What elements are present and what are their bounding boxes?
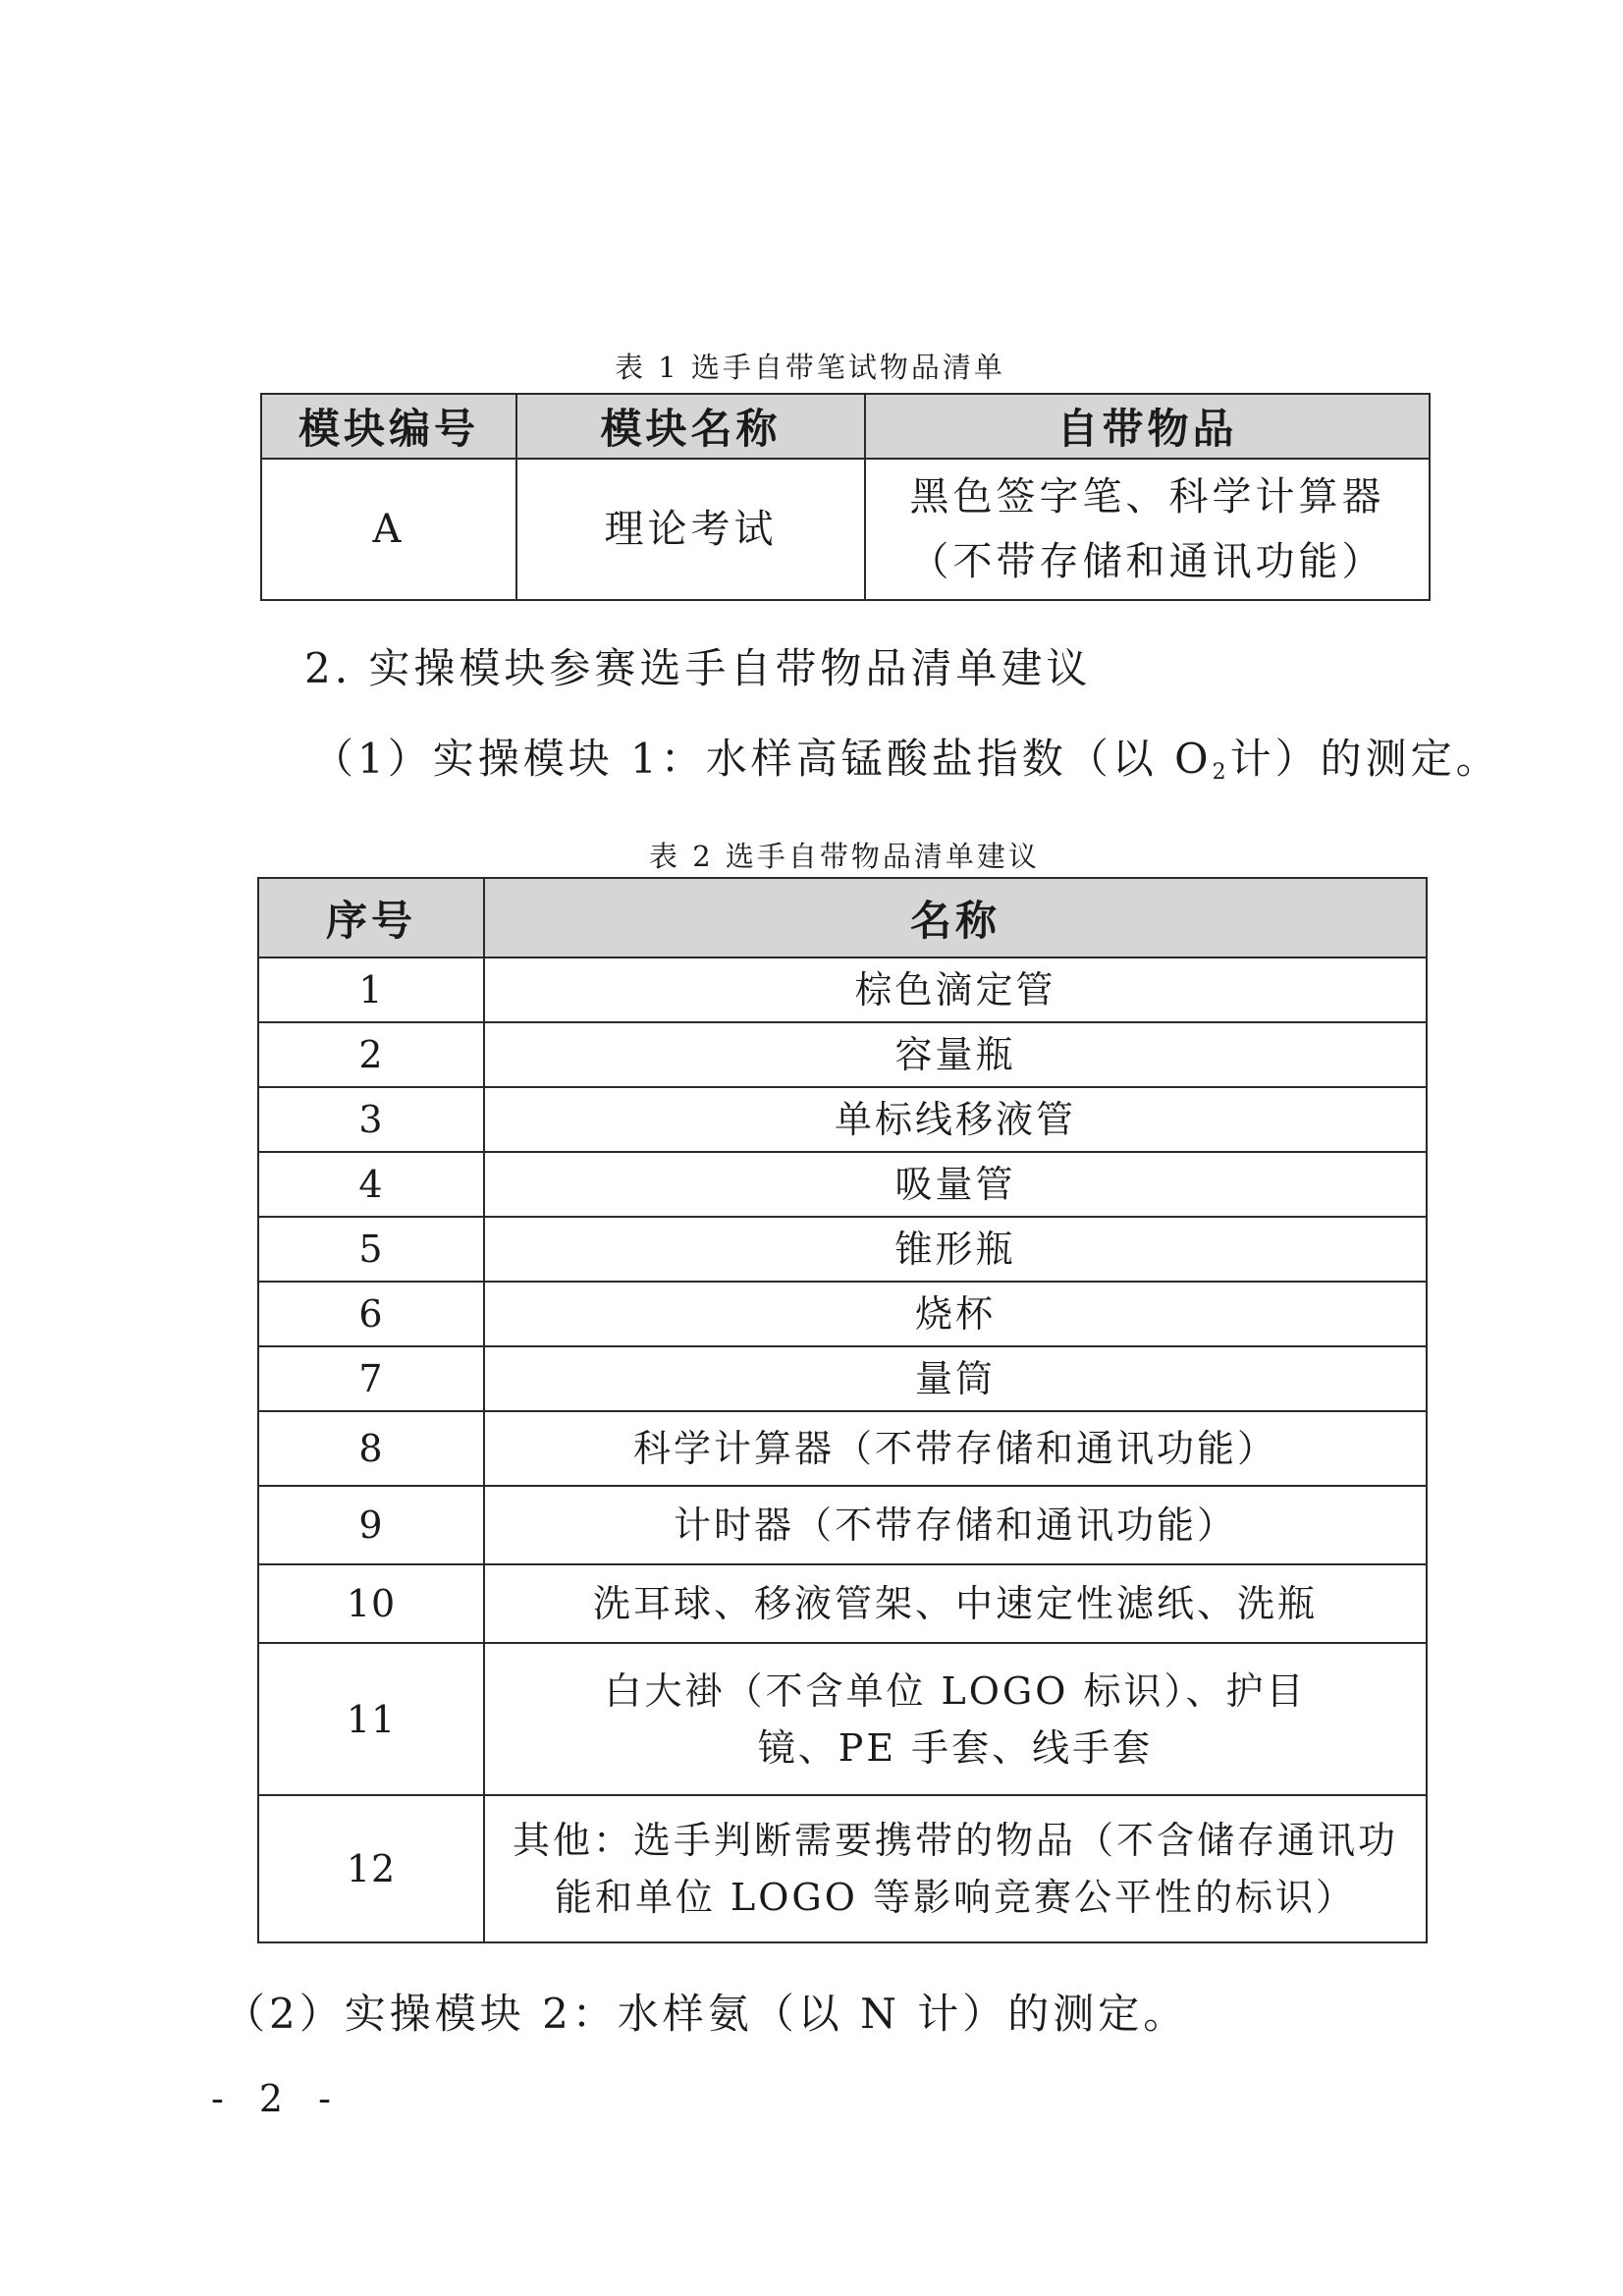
table1-cell-module-name: 理论考试 (516, 459, 865, 600)
table2-caption: 表 2 选手自带物品清单建议 (649, 840, 1040, 873)
table1-header-module-id: 模块编号 (261, 394, 516, 459)
table-row (258, 1643, 1427, 1795)
table2-cell-name: 容量瓶 (484, 1022, 1427, 1087)
table2-cell-name: 单标线移液管 (484, 1087, 1427, 1152)
table1-header-items: 自带物品 (865, 394, 1430, 459)
table2-cell-name: 洗耳球、移液管架、中速定性滤纸、洗瓶 (484, 1564, 1427, 1643)
table2-cell-index: 11 (258, 1643, 484, 1795)
table2-header-name: 名称 (484, 878, 1427, 957)
table2-cell-index: 6 (258, 1282, 484, 1346)
table-row (261, 459, 1430, 600)
table-row (258, 1087, 1427, 1152)
table2-cell-index: 7 (258, 1346, 484, 1411)
table2-cell-name: 烧杯 (484, 1282, 1427, 1346)
module1-text-prefix: （1）实操模块 1：水样高锰酸盐指数（以 O (312, 735, 1213, 783)
table2-cell-name: 白大褂（不含单位 LOGO 标识）、护目镜、PE 手套、线手套 (484, 1643, 1427, 1795)
table2-cell-name: 量筒 (484, 1346, 1427, 1411)
table2-cell-index: 12 (258, 1795, 484, 1942)
table2-cell-index: 4 (258, 1152, 484, 1217)
table2-cell-name: 棕色滴定管 (484, 957, 1427, 1022)
table-row (258, 1217, 1427, 1282)
module1-paragraph (312, 727, 1501, 786)
table2-cell-index: 10 (258, 1564, 484, 1643)
table1-cell-items: 黑色签字笔、科学计算器（不带存储和通讯功能） (865, 459, 1430, 600)
table-row (258, 1152, 1427, 1217)
table1 (260, 393, 1431, 601)
table2-cell-name: 其他：选手判断需要携带的物品（不含储存通讯功能和单位 LOGO 等影响竞赛公平性的标识） (484, 1795, 1427, 1942)
table2-cell-index: 2 (258, 1022, 484, 1087)
table2-cell-index: 1 (258, 957, 484, 1022)
table-row (258, 957, 1427, 1022)
table2-header-index: 序号 (258, 878, 484, 957)
table2-cell-name: 吸量管 (484, 1152, 1427, 1217)
table-row (258, 1282, 1427, 1346)
table1-cell-module-id: A (261, 459, 516, 600)
table2-cell-name: 锥形瓶 (484, 1217, 1427, 1282)
table-row (258, 1346, 1427, 1411)
table2-cell-index: 8 (258, 1411, 484, 1486)
table2-cell-index: 9 (258, 1486, 484, 1564)
module1-subscript: 2 (1212, 760, 1230, 785)
module1-text-suffix: 计）的测定。 (1229, 735, 1501, 783)
table-row (258, 1486, 1427, 1564)
page-number: - 2 - (211, 2077, 344, 2120)
table2-cell-name: 科学计算器（不带存储和通讯功能） (484, 1411, 1427, 1486)
table1-caption: 表 1 选手自带笔试物品清单 (615, 351, 1005, 384)
table2-cell-name: 计时器（不带存储和通讯功能） (484, 1486, 1427, 1564)
table-row (258, 1022, 1427, 1087)
section-heading-practical: 2. 实操模块参赛选手自带物品清单建议 (304, 644, 1092, 692)
module2-paragraph: （2）实操模块 2：水样氨（以 N 计）的测定。 (224, 1990, 1189, 2038)
table-row (258, 1795, 1427, 1942)
table2 (257, 877, 1428, 1943)
table-row (258, 1411, 1427, 1486)
table2-cell-index: 3 (258, 1087, 484, 1152)
table1-header-module-name: 模块名称 (516, 394, 865, 459)
table-row (258, 1564, 1427, 1643)
table2-cell-index: 5 (258, 1217, 484, 1282)
